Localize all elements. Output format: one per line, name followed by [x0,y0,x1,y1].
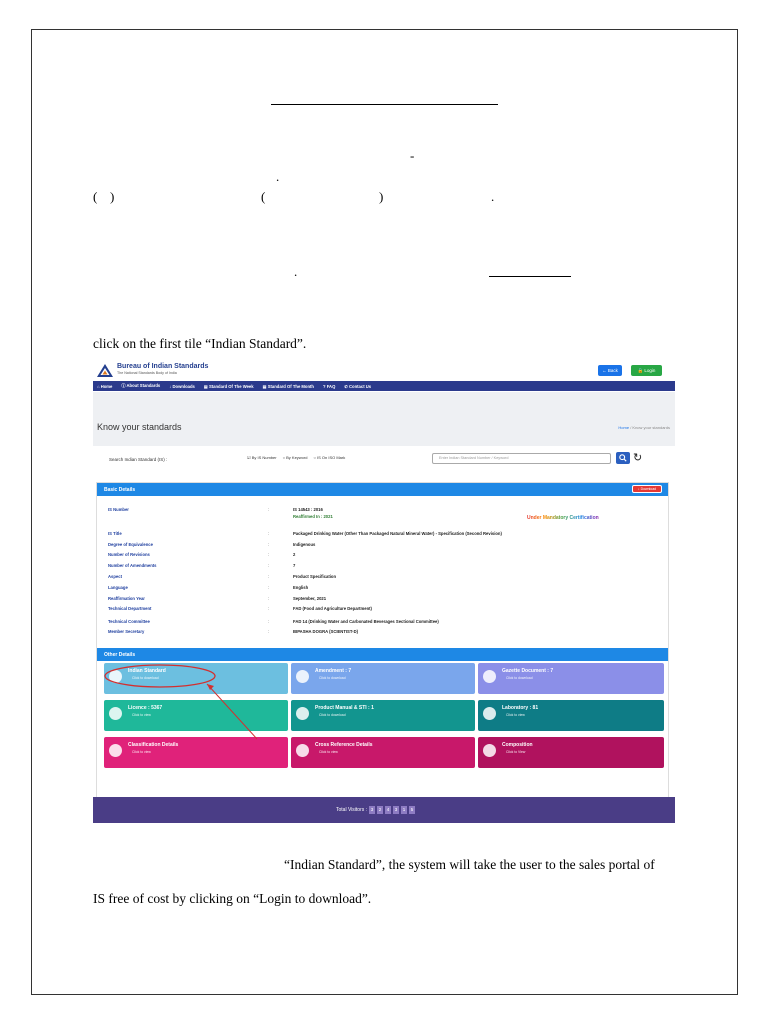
tile-laboratory[interactable] [478,700,664,731]
brand-subtitle: The National Standards Body of India [117,371,177,375]
amendment-icon [296,670,309,683]
breadcrumb-current: / Know your standards [630,425,670,430]
row-key: Technical Department [108,606,152,611]
composition-icon [483,744,496,757]
tile-title: Laboratory : 81 [502,705,539,711]
search-label: Search Indian Standard (IS) : [109,457,168,462]
row-colon: : [268,563,270,568]
document-icon [483,670,496,683]
row-value: English [293,585,309,590]
row-colon: : [268,531,270,536]
tile-classification-details[interactable] [104,737,288,768]
page-hero [93,392,675,446]
tile-subtitle: Click to view [132,713,151,717]
tile-cross-reference[interactable] [291,737,475,768]
row-colon: : [268,574,270,579]
tile-licence[interactable] [104,700,288,731]
row-key: Number of Amendments [108,563,157,568]
paren-open-1: ( [93,189,98,204]
nav-home[interactable]: ⌂ Home [97,383,113,389]
visitor-digit: 4 [386,807,390,812]
row-value: 7 [293,563,296,568]
row-key: Language [108,585,128,590]
row-colon: : [268,552,270,557]
tile-title: Composition [502,742,533,748]
tile-amendment[interactable] [291,663,475,694]
nav-downloads[interactable]: ↓ Downloads [169,383,195,389]
row-value: IS 14543 : 2016 [293,507,323,512]
visitor-digit: 5 [410,807,414,812]
tile-title: Product Manual & STI : 1 [315,705,374,711]
instruction-line: click on the first tile “Indian Standard”. [93,336,307,351]
title-underline [271,104,498,105]
other-details-title: Other Details [104,652,136,658]
tile-subtitle: Click to View [506,750,526,754]
tile-title: Indian Standard [128,668,166,674]
row-key: Degree of Equivalence [108,542,153,547]
row-colon: : [268,542,270,547]
tile-subtitle: Click to view [319,750,338,754]
tile-subtitle: Click to view [132,750,151,754]
visitors-label: Total Visitors : [336,807,368,813]
breadcrumb [618,425,670,430]
row-value: Packaged Drinking Water (Other Than Packaged Natural Mineral Water) - Specification (Second Revision) [293,531,502,536]
reaffirmed-label: Reaffirmed In : 2021 [293,514,333,519]
row-colon: : [268,619,270,624]
tile-title: Amendment : 7 [315,668,352,674]
row-value: 2 [293,552,296,557]
cross-reference-icon [296,744,309,757]
search-input[interactable]: Enter Indian Standard Number / Keyword [432,453,611,464]
visitor-footer [93,797,675,823]
row-value: FAD (Food and Agriculture Department) [293,606,372,611]
tile-title: Gazette Document : 7 [502,668,554,674]
visitor-digit: 1 [402,807,406,812]
row-colon: : [268,585,270,590]
search-icon [619,454,627,462]
details-card [96,482,669,812]
bis-logo-icon [97,364,113,377]
nav-about-standards[interactable]: ⓘ About Standards [121,383,161,388]
visitor-digit: 3 [370,807,374,812]
other-details-header [97,648,668,661]
book-icon [109,670,122,683]
row-colon: : [268,507,270,512]
stray-hyphen: - [410,148,415,163]
tile-subtitle: Click to download [506,676,533,680]
main-nav [93,381,675,391]
row-key: Number of Revisions [108,552,150,557]
brand-title: Bureau of Indian Standards [117,363,209,370]
stray-dot-2: . [294,264,298,279]
nav-contact-us[interactable]: ✆ Contact Us [344,383,372,389]
row-value: FAD 14 (Drinking Water and Carbonated Beverages Sectional Committee) [293,619,439,624]
licence-icon [109,707,122,720]
tile-composition[interactable] [478,737,664,768]
paren-close-1: ) [110,189,115,204]
classification-icon [109,744,122,757]
tile-gazette-document[interactable] [478,663,664,694]
tile-title: Licence : 5367 [128,705,163,711]
download-button[interactable]: ↓ Download [632,485,662,493]
tile-indian-standard[interactable] [104,663,288,694]
back-button[interactable]: ← Back [598,365,622,376]
tile-product-manual[interactable] [291,700,475,731]
nav-standard-of-month[interactable]: ▤ Standard Of The Month [262,383,314,389]
login-button[interactable]: 🔒 Login [631,365,662,376]
row-colon: : [268,596,270,601]
result-line-2: IS free of cost by clicking on “Login to download”. [93,891,372,906]
stray-period: . [491,189,495,204]
tile-subtitle: Click to download [132,676,159,680]
row-key: IS Number [108,507,129,512]
manual-icon [296,707,309,720]
radio-is-on-iso-mark[interactable]: ○ IS On ISO Mark [313,455,346,460]
refresh-icon[interactable]: ↻ [633,452,643,464]
rainbow-text [527,513,609,521]
visitor-digit: 3 [394,807,398,812]
stray-dot: . [276,169,280,184]
radio-by-keyword[interactable]: ○ By Keyword [282,455,308,460]
tile-subtitle: Click to view [506,713,525,717]
row-value: Product Specification [293,574,337,579]
nav-faq[interactable]: ? FAQ [323,383,336,389]
laboratory-icon [483,707,496,720]
row-value: BIPASHA DOGRA (SCIENTIST-D) [293,629,358,634]
tile-title: Classification Details [128,742,179,748]
result-line-1: “Indian Standard”, the system will take the user to the sales portal of [284,857,655,872]
nav-standard-of-week[interactable]: ▤ Standard Of The Week [203,383,254,389]
search-button[interactable] [616,452,630,464]
tile-subtitle: Click to download [319,676,346,680]
visitor-digit: 2 [378,807,382,812]
row-key: Aspect [108,574,122,579]
row-value: Indigenous [293,542,316,547]
radio-by-is-number[interactable]: ☑ By IS Number [247,455,277,460]
row-colon: : [268,629,270,634]
row-key: IS Title [108,531,122,536]
breadcrumb-home[interactable]: Home [618,425,630,430]
portal-header [93,361,675,380]
page-title: Know your standards [97,422,182,432]
bis-portal-screenshot [93,361,675,823]
row-key: Member Secretary [108,629,145,634]
row-colon: : [268,606,270,611]
svg-text:Under Mandatory Certification: Under Mandatory Certification [527,515,599,521]
search-row [93,446,675,476]
tile-title: Cross Reference Details [315,742,373,748]
row-value: September, 2021 [293,596,327,601]
row-key: Reaffirmation Year [108,596,145,601]
row-key: Technical Committee [108,619,150,624]
link-underline[interactable] [489,276,571,277]
tile-subtitle: Click to download [319,713,346,717]
basic-details-title: Basic Details [104,487,136,493]
paren-open-2: ( [261,189,266,204]
basic-details-header [97,483,668,496]
paren-close-2: ) [379,189,384,204]
visitor-counter [336,806,415,814]
mandatory-certification-label [527,513,609,523]
search-mode-radios [247,455,345,460]
